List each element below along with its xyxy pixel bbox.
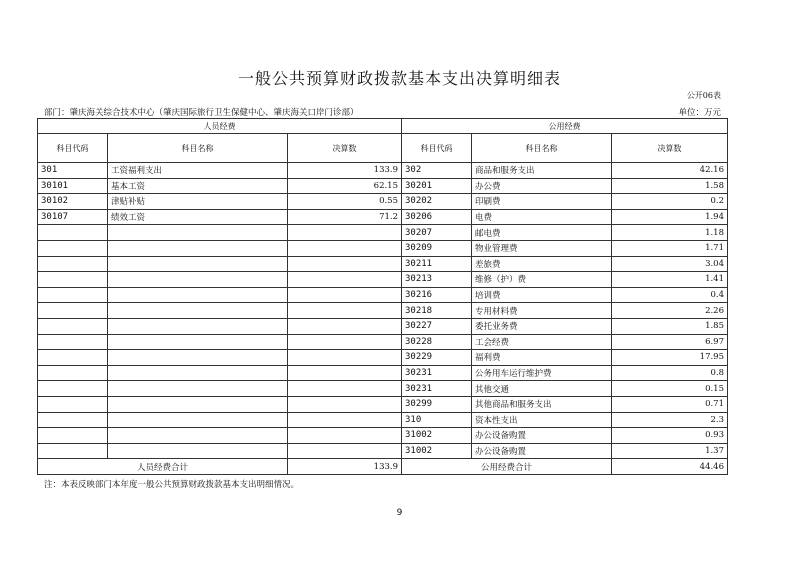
- table-row: [38, 287, 728, 303]
- header-code: 科目代码: [402, 134, 472, 163]
- personnel-code-cell: [38, 240, 108, 256]
- personnel-code-cell: [38, 350, 108, 366]
- public-name-cell: 邮电费: [472, 225, 612, 241]
- personnel-amount-cell: [288, 412, 402, 428]
- table-row: [38, 318, 728, 334]
- form-number: 公开06表: [686, 91, 721, 100]
- public-code-cell: 31002: [402, 443, 472, 459]
- personnel-amount-cell: [288, 428, 402, 444]
- personnel-name-cell: [108, 256, 288, 272]
- personnel-name-cell: [108, 350, 288, 366]
- public-amount-cell: 1.85: [612, 318, 728, 334]
- public-name-cell: 福利费: [472, 350, 612, 366]
- public-name-cell: 资本性支出: [472, 412, 612, 428]
- header-code: 科目代码: [38, 134, 108, 163]
- table-row: [38, 381, 728, 397]
- public-amount-cell: 0.8: [612, 365, 728, 381]
- personnel-amount-cell: [288, 334, 402, 350]
- public-code-cell: 30206: [402, 209, 472, 225]
- personnel-code-cell: [38, 412, 108, 428]
- expenditure-table: [37, 118, 728, 475]
- page-number: 9: [396, 508, 403, 518]
- personnel-code-cell: [38, 318, 108, 334]
- public-name-cell: 维修（护）费: [472, 272, 612, 288]
- table-row: [38, 412, 728, 428]
- table-row: [38, 209, 728, 225]
- public-name-cell: 专用材料费: [472, 303, 612, 319]
- personnel-amount-cell: [288, 287, 402, 303]
- table-row: [38, 272, 728, 288]
- public-amount-cell: 2.3: [612, 412, 728, 428]
- personnel-name-cell: 绩效工资: [108, 209, 288, 225]
- total-row: [38, 459, 728, 475]
- public-amount-cell: 0.15: [612, 381, 728, 397]
- unit-label: 单位：万元: [678, 108, 721, 118]
- public-amount-cell: 3.04: [612, 256, 728, 272]
- personnel-amount-cell: [288, 396, 402, 412]
- personnel-name-cell: 工资福利支出: [108, 163, 288, 179]
- header-name: 科目名称: [108, 134, 288, 163]
- public-total-amount: 44.46: [612, 459, 728, 475]
- public-amount-cell: 42.16: [612, 163, 728, 179]
- public-code-cell: 30231: [402, 365, 472, 381]
- public-code-cell: 30213: [402, 272, 472, 288]
- personnel-code-cell: [38, 225, 108, 241]
- public-name-cell: 办公设备购置: [472, 443, 612, 459]
- table-row: [38, 365, 728, 381]
- personnel-code-cell: [38, 334, 108, 350]
- public-code-cell: 30299: [402, 396, 472, 412]
- column-header-row: [38, 134, 728, 163]
- personnel-amount-cell: [288, 240, 402, 256]
- section-public: 公用经费: [402, 119, 728, 134]
- personnel-amount-cell: [288, 272, 402, 288]
- personnel-code-cell: 301: [38, 163, 108, 179]
- public-name-cell: 商品和服务支出: [472, 163, 612, 179]
- public-code-cell: 30227: [402, 318, 472, 334]
- table-row: [38, 303, 728, 319]
- personnel-code-cell: [38, 381, 108, 397]
- public-amount-cell: 2.26: [612, 303, 728, 319]
- table-row: [38, 225, 728, 241]
- public-code-cell: 302: [402, 163, 472, 179]
- personnel-code-cell: 30107: [38, 209, 108, 225]
- table-row: [38, 163, 728, 179]
- personnel-name-cell: [108, 287, 288, 303]
- personnel-name-cell: [108, 334, 288, 350]
- public-code-cell: 30211: [402, 256, 472, 272]
- public-name-cell: 其他交通: [472, 381, 612, 397]
- personnel-name-cell: 津贴补贴: [108, 194, 288, 210]
- public-name-cell: 公务用车运行维护费: [472, 365, 612, 381]
- personnel-code-cell: [38, 287, 108, 303]
- public-code-cell: 30216: [402, 287, 472, 303]
- personnel-code-cell: [38, 428, 108, 444]
- public-code-cell: 30202: [402, 194, 472, 210]
- table-row: [38, 240, 728, 256]
- personnel-amount-cell: [288, 318, 402, 334]
- public-amount-cell: 0.93: [612, 428, 728, 444]
- header-name: 科目名称: [472, 134, 612, 163]
- table-row: [38, 350, 728, 366]
- public-name-cell: 物业管理费: [472, 240, 612, 256]
- table-row: [38, 396, 728, 412]
- personnel-name-cell: [108, 412, 288, 428]
- personnel-name-cell: [108, 272, 288, 288]
- table-row: [38, 178, 728, 194]
- personnel-code-cell: [38, 443, 108, 459]
- public-amount-cell: 0.4: [612, 287, 728, 303]
- personnel-amount-cell: 62.15: [288, 178, 402, 194]
- personnel-amount-cell: 133.9: [288, 163, 402, 179]
- personnel-amount-cell: 71.2: [288, 209, 402, 225]
- section-personnel: 人员经费: [38, 119, 402, 134]
- public-code-cell: 30228: [402, 334, 472, 350]
- public-amount-cell: 6.97: [612, 334, 728, 350]
- personnel-name-cell: [108, 381, 288, 397]
- public-name-cell: 其他商品和服务支出: [472, 396, 612, 412]
- public-name-cell: 印刷费: [472, 194, 612, 210]
- public-code-cell: 30218: [402, 303, 472, 319]
- personnel-amount-cell: [288, 303, 402, 319]
- department-label: 部门：肇庆海关综合技术中心（肇庆国际旅行卫生保健中心、肇庆海关口岸门诊部）: [44, 108, 359, 118]
- page-title: 一般公共预算财政拨款基本支出决算明细表: [237, 69, 561, 88]
- public-code-cell: 30229: [402, 350, 472, 366]
- public-code-cell: 310: [402, 412, 472, 428]
- public-name-cell: 办公费: [472, 178, 612, 194]
- personnel-code-cell: [38, 303, 108, 319]
- personnel-code-cell: [38, 272, 108, 288]
- public-total-label: 公用经费合计: [402, 459, 612, 475]
- public-amount-cell: 1.41: [612, 272, 728, 288]
- personnel-code-cell: 30102: [38, 194, 108, 210]
- public-name-cell: 工会经费: [472, 334, 612, 350]
- header-amount: 决算数: [288, 134, 402, 163]
- public-amount-cell: 17.95: [612, 350, 728, 366]
- public-amount-cell: 1.94: [612, 209, 728, 225]
- public-name-cell: 委托业务费: [472, 318, 612, 334]
- table-row: [38, 443, 728, 459]
- public-code-cell: 30209: [402, 240, 472, 256]
- public-name-cell: 培训费: [472, 287, 612, 303]
- personnel-amount-cell: 0.55: [288, 194, 402, 210]
- public-amount-cell: 0.2: [612, 194, 728, 210]
- table-row: [38, 256, 728, 272]
- header-amount: 决算数: [612, 134, 728, 163]
- public-amount-cell: 1.37: [612, 443, 728, 459]
- personnel-name-cell: [108, 428, 288, 444]
- personnel-amount-cell: [288, 443, 402, 459]
- personnel-name-cell: [108, 318, 288, 334]
- public-amount-cell: 0.71: [612, 396, 728, 412]
- public-amount-cell: 1.71: [612, 240, 728, 256]
- personnel-name-cell: 基本工资: [108, 178, 288, 194]
- personnel-name-cell: [108, 396, 288, 412]
- public-name-cell: 办公设备购置: [472, 428, 612, 444]
- personnel-name-cell: [108, 365, 288, 381]
- table-row: [38, 428, 728, 444]
- public-amount-cell: 1.18: [612, 225, 728, 241]
- personnel-code-cell: [38, 256, 108, 272]
- public-code-cell: 31002: [402, 428, 472, 444]
- personnel-total-amount: 133.9: [288, 459, 402, 475]
- personnel-name-cell: [108, 443, 288, 459]
- section-header-row: [38, 119, 728, 134]
- public-amount-cell: 1.58: [612, 178, 728, 194]
- personnel-code-cell: 30101: [38, 178, 108, 194]
- personnel-code-cell: [38, 365, 108, 381]
- personnel-amount-cell: [288, 225, 402, 241]
- personnel-name-cell: [108, 240, 288, 256]
- footnote: 注：本表反映部门本年度一般公共预算财政拨款基本支出明细情况。: [44, 480, 300, 490]
- public-code-cell: 30207: [402, 225, 472, 241]
- table-row: [38, 194, 728, 210]
- personnel-amount-cell: [288, 350, 402, 366]
- personnel-amount-cell: [288, 381, 402, 397]
- table-row: [38, 334, 728, 350]
- personnel-name-cell: [108, 225, 288, 241]
- public-code-cell: 30231: [402, 381, 472, 397]
- public-code-cell: 30201: [402, 178, 472, 194]
- public-name-cell: 电费: [472, 209, 612, 225]
- personnel-amount-cell: [288, 256, 402, 272]
- public-name-cell: 差旅费: [472, 256, 612, 272]
- personnel-amount-cell: [288, 365, 402, 381]
- personnel-total-label: 人员经费合计: [38, 459, 288, 475]
- personnel-name-cell: [108, 303, 288, 319]
- personnel-code-cell: [38, 396, 108, 412]
